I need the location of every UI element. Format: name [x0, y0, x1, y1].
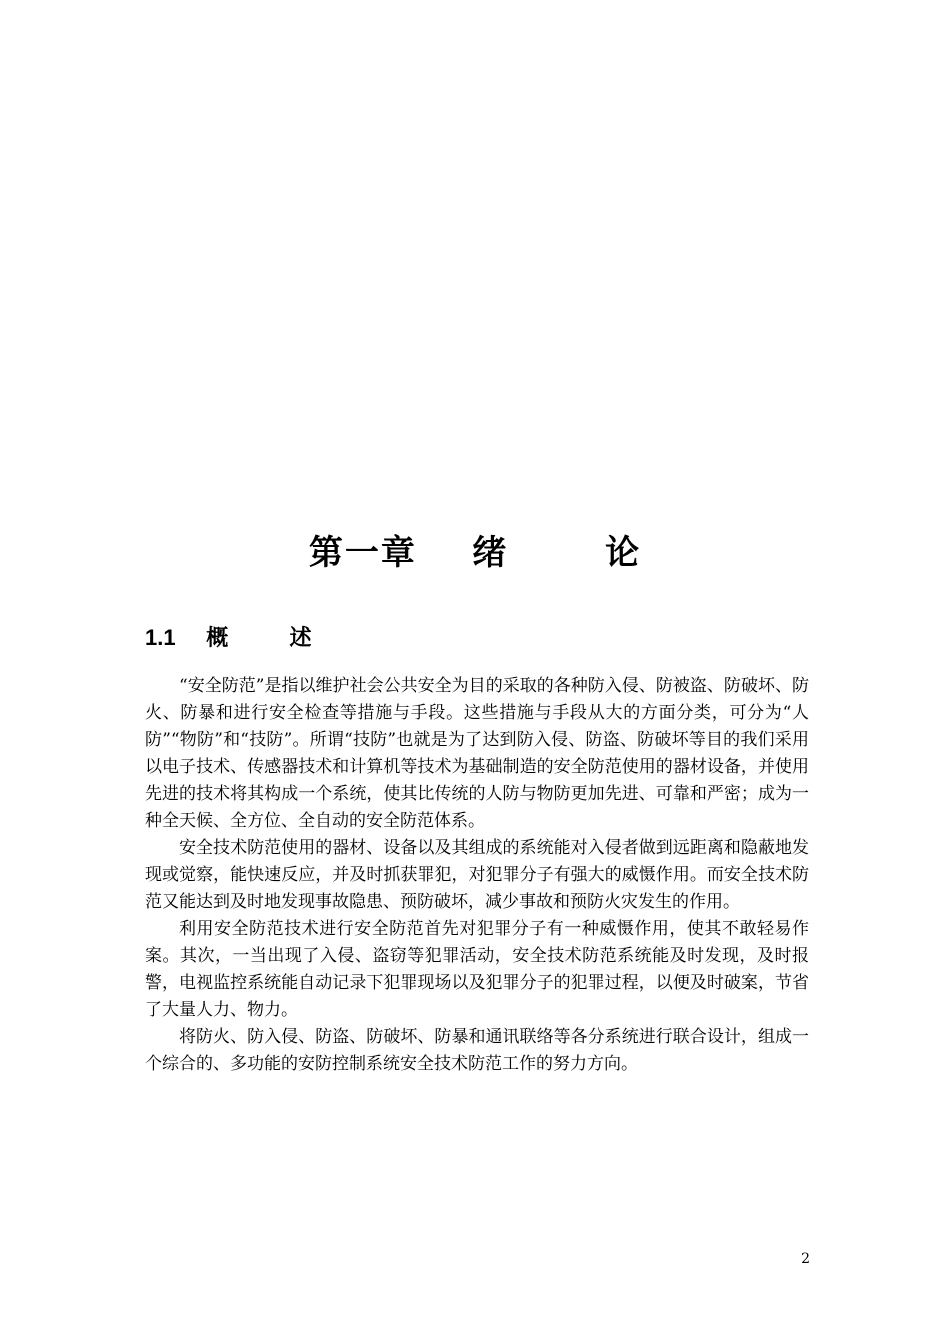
section-title: 概 述	[206, 625, 312, 652]
section-heading	[145, 621, 312, 655]
section-number: 1.1	[145, 625, 176, 651]
paragraph-1: “安全防范”是指以维护社会公共安全为目的采取的各种防入侵、防被盗、防破坏、防火、防暴和进行安全检查等措施与手段。这些措施与手段从大的方面分类，可分为“人防”“物防”和“技防”。所谓“技防”也就是为了达到防入侵、防盗、防破坏等目的我们采用以电子技术、传感器技术和计算机等技术为基础制造的安全防范使用的器材设备，并使用先进的技术将其构成一个系统，使其比传统的人防与物防更加先进、可靠和严密；成为一种全天候、全方位、全自动的安全防范体系。	[145, 676, 809, 831]
paragraph-3: 利用安全防范技术进行安全防范首先对犯罪分子有一种威慑作用，使其不敢轻易作案。其次，一当出现了入侵、盗窃等犯罪活动，安全技术防范系统能及时发现，及时报警，电视监控系统能自动记录下犯罪现场以及犯罪分子的犯罪过程，以便及时破案，节省了大量人力、物力。	[145, 919, 809, 1020]
body-text	[145, 673, 809, 1078]
paragraph-2: 安全技术防范使用的器材、设备以及其组成的系统能对入侵者做到远距离和隐蔽地发现或觉察，能快速反应，并及时抓获罪犯，对犯罪分子有强大的威慑作用。而安全技术防范又能达到及时地发现事故隐患、预防破坏，减少事故和预防火灾发生的作用。	[145, 838, 809, 912]
chapter-title: 第一章 绪 论	[308, 532, 642, 573]
paragraph-4: 将防火、防入侵、防盗、防破坏、防暴和通讯联络等各分系统进行联合设计，组成一个综合的、多功能的安防控制系统安全技术防范工作的努力方向。	[145, 1027, 809, 1074]
page-number: 2	[801, 1251, 810, 1267]
